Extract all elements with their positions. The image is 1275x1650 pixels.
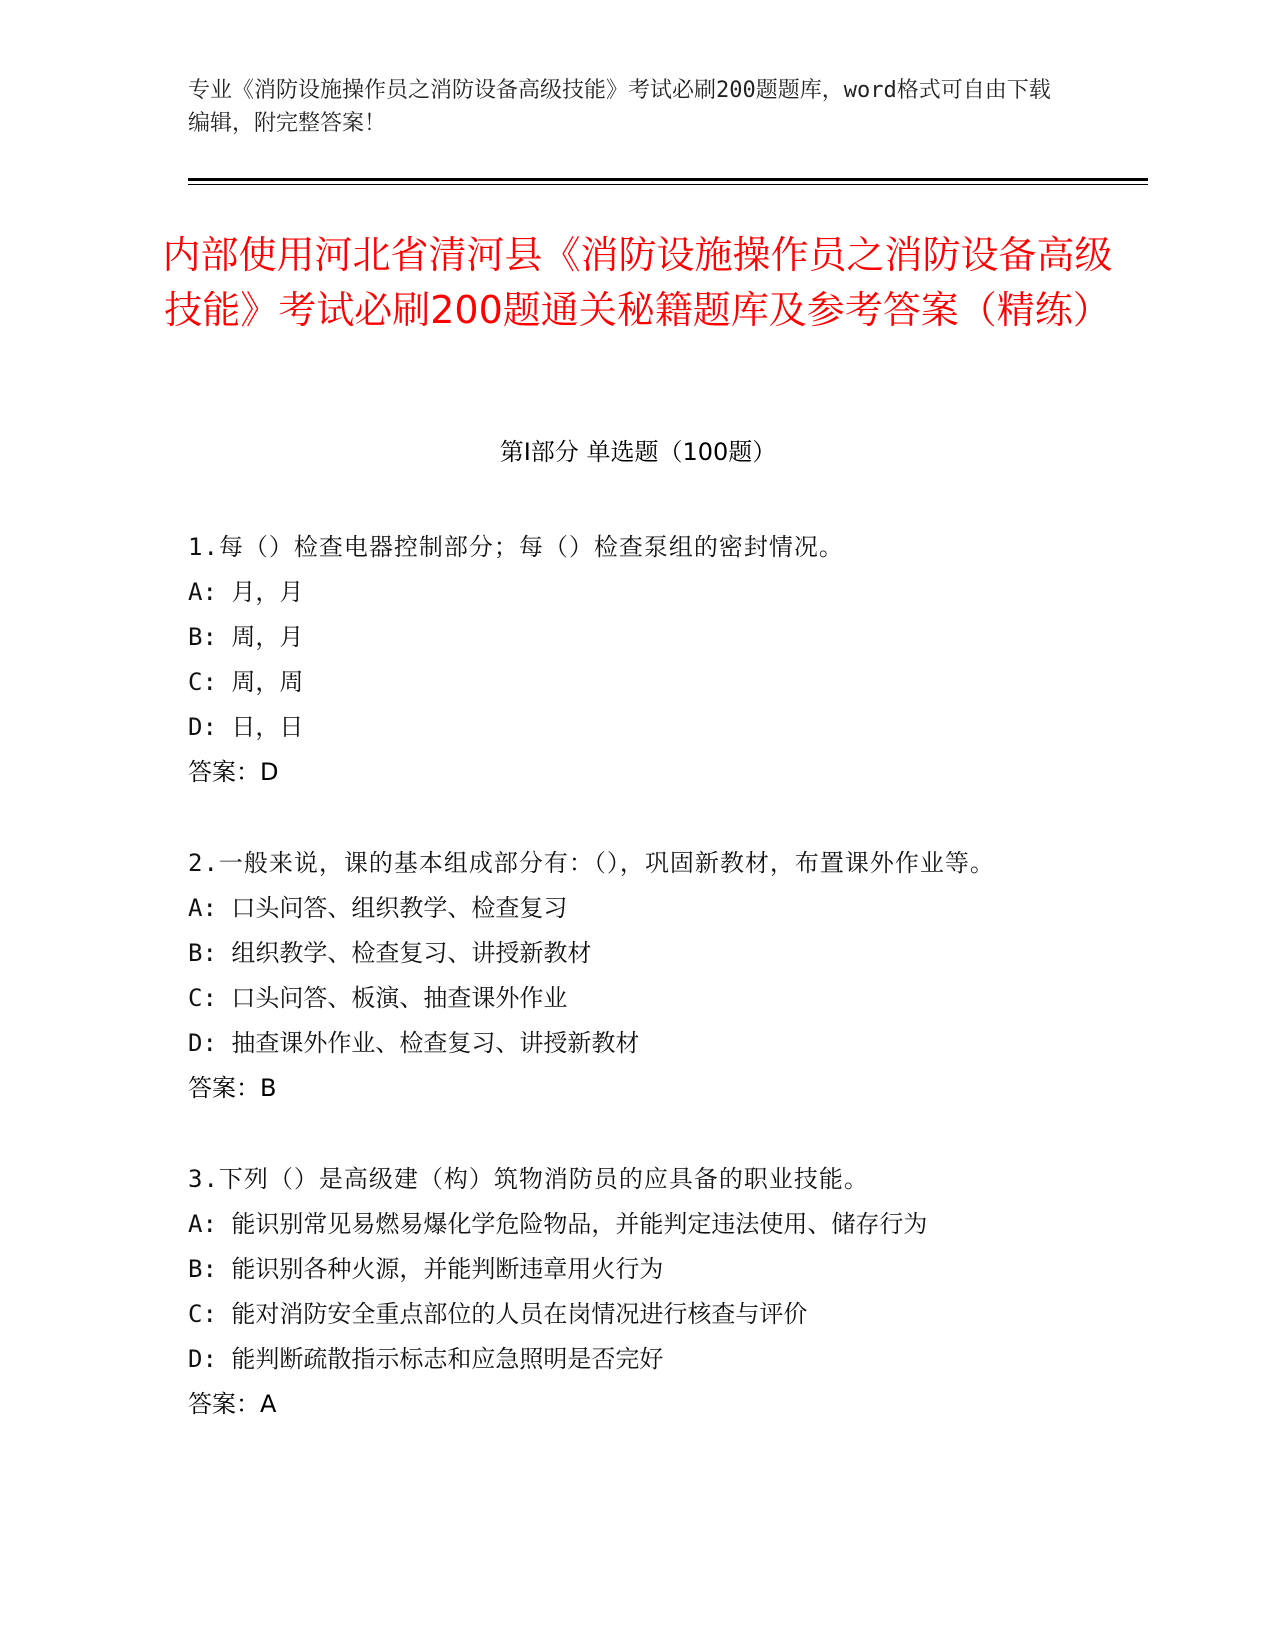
option-b: B: 能识别各种火源，并能判断违章用火行为 <box>188 1255 664 1283</box>
header-note: 专业《消防设施操作员之消防设备高级技能》考试必刷200题题库，word格式可自由下载编辑，附完整答案！ <box>188 78 1051 136</box>
option-d: D: 日，日 <box>188 713 304 741</box>
answer-line: 答案：D <box>188 758 279 786</box>
header-divider-thick <box>188 178 1148 181</box>
option-a: A: 月，月 <box>188 578 304 606</box>
option-a: A: 能识别常见易燃易爆化学危险物品，并能判定违法使用、储存行为 <box>188 1210 928 1238</box>
question-3 <box>188 1157 1068 1427</box>
answer-line: 答案：B <box>188 1074 277 1102</box>
option-c: C: 口头问答、板演、抽查课外作业 <box>188 984 568 1012</box>
option-d: D: 能判断疏散指示标志和应急照明是否完好 <box>188 1345 664 1373</box>
document-title: 内部使用河北省清河县《消防设施操作员之消防设备高级技能》考试必刷200题通关秘籍题库及参考答案（精练） <box>162 233 1113 332</box>
question-list <box>188 525 1068 1473</box>
option-c: C: 能对消防安全重点部位的人员在岗情况进行核查与评价 <box>188 1300 808 1328</box>
header-divider-thin <box>188 184 1148 185</box>
question-stem: 2.一般来说，课的基本组成部分有：（），巩固新教材，布置课外作业等。 <box>188 849 995 877</box>
option-c: C: 周，周 <box>188 668 304 696</box>
option-b: B: 周，月 <box>188 623 304 651</box>
option-b: B: 组织教学、检查复习、讲授新教材 <box>188 939 592 967</box>
question-stem: 1.每（）检查电器控制部分；每（）检查泵组的密封情况。 <box>188 533 844 561</box>
section-title: 第Ⅰ部分 单选题（100题） <box>499 438 777 466</box>
option-d: D: 抽查课外作业、检查复习、讲授新教材 <box>188 1029 640 1057</box>
question-2 <box>188 841 1068 1111</box>
question-1 <box>188 525 1068 795</box>
question-stem: 3.下列（）是高级建（构）筑物消防员的应具备的职业技能。 <box>188 1165 869 1193</box>
answer-line: 答案：A <box>188 1390 277 1418</box>
option-a: A: 口头问答、组织教学、检查复习 <box>188 894 568 922</box>
